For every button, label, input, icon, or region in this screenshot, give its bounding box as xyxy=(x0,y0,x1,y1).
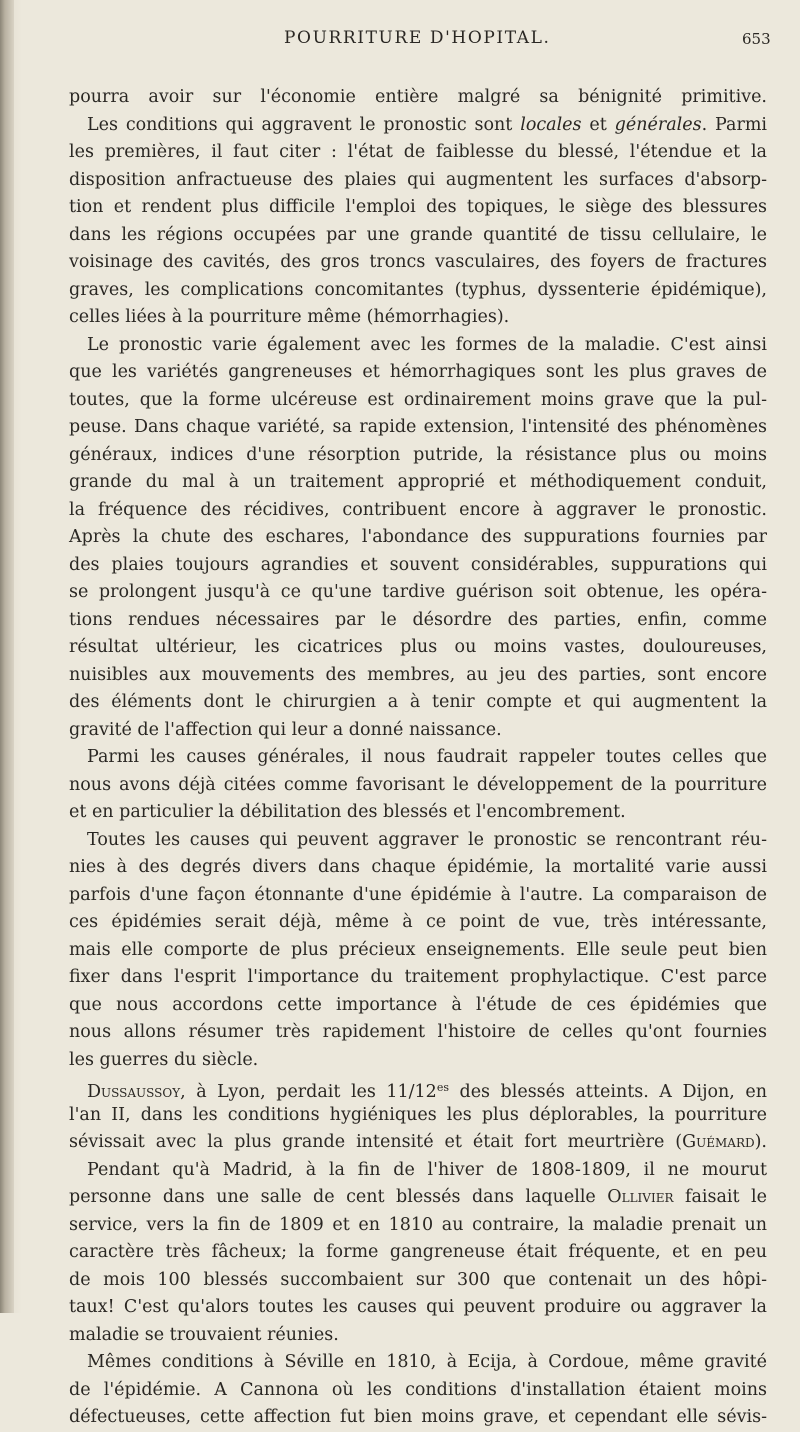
text-span: faisait le xyxy=(673,1187,767,1207)
text-line: toutes, que la forme ulcéreuse est ordinairement moins grave que la pul- xyxy=(69,389,767,410)
text-line: parfois d'une façon étonnante d'une épidémie à l'autre. La comparaison de xyxy=(69,884,767,905)
text-line: gravité de l'affection qui leur a donné naissance. xyxy=(69,719,502,740)
italic-term: générales xyxy=(614,114,702,135)
text-line: de mois 100 blessés succombaient sur 300 que contenait un des hôpi- xyxy=(69,1269,767,1290)
text-line: peuse. Dans chaque variété, sa rapide extension, l'intensité des phénomènes xyxy=(69,417,767,437)
text-line: tion et rendent plus difficile l'emploi des topiques, le siège des blessures xyxy=(69,197,767,217)
text-line: l'an II, dans les conditions hygiéniques les plus déplorables, la pourriture xyxy=(69,1104,767,1125)
author-name: Ollivier xyxy=(607,1187,674,1207)
text-line xyxy=(69,1184,767,1212)
text-line: des plaies toujours agrandies et souvent considérables, suppurations qui xyxy=(69,554,767,575)
text-line: que les variétés gangreneuses et hémorrhagiques sont les plus graves de xyxy=(69,362,767,382)
text-line: disposition anfractueuse des plaies qui augmentent les surfaces d'absorp- xyxy=(69,169,767,190)
text-line: Après la chute des eschares, l'abondance des suppurations fournies par xyxy=(69,527,767,547)
text-span: ). xyxy=(754,1132,767,1152)
text-line: ces épidémies serait déjà, même à ce point de vue, très intéressante, xyxy=(69,912,767,932)
text-line: celles liées à la pourriture même (hémorrhagies). xyxy=(69,307,510,327)
text-span: et xyxy=(581,114,615,135)
text-line: défectueuses, cette affection fut bien moins grave, et cependant elle sévis- xyxy=(69,1407,767,1427)
body-text xyxy=(69,84,767,1432)
text-line: et en particulier la débilitation des blessés et l'encombrement. xyxy=(69,802,626,822)
text-line: Pendant qu'à Madrid, à la fin de l'hiver de 1808-1809, il ne mourut xyxy=(87,1159,767,1180)
text-line: de l'épidémie. A Cannona où les conditions d'installation étaient moins xyxy=(69,1379,767,1400)
page-number: 653 xyxy=(742,30,771,48)
text-line: nous allons résumer très rapidement l'histoire de celles qu'ont fournies xyxy=(69,1022,767,1042)
text-line: nuisibles aux mouvements des membres, au jeu des parties, sont encore xyxy=(69,664,767,685)
text-span: . Parmi xyxy=(701,114,768,135)
text-line: nous avons déjà citées comme favorisant le développement de la pourriture xyxy=(69,774,767,795)
text-span: des blessés atteints. A Dijon, en xyxy=(448,1082,768,1102)
author-name: Guémard xyxy=(682,1132,755,1152)
text-line: tions rendues nécessaires par le désordre des parties, enfin, comme xyxy=(69,609,767,630)
text-line: service, vers la fin de 1809 et en 1810 au contraire, la maladie prenait un xyxy=(69,1214,767,1235)
italic-term: locales xyxy=(520,114,582,135)
text-line: mais elle comporte de plus précieux enseignements. Elle seule peut bien xyxy=(69,939,767,960)
text-line: Toutes les causes qui peuvent aggraver le pronostic se rencontrant réu- xyxy=(87,829,767,850)
text-line xyxy=(69,1129,767,1157)
binding-shadow xyxy=(0,0,14,1313)
text-line: des éléments dont le chirurgien a à tenir compte et qui augmentent la xyxy=(69,692,767,712)
text-line: nies à des degrés divers dans chaque épidémie, la mortalité varie aussi xyxy=(69,857,767,877)
superscript: es xyxy=(436,1081,449,1094)
text-line: graves, les complications concomitantes (typhus, dyssenterie épidémique), xyxy=(69,279,767,300)
text-line: maladie se trouvaient réunies. xyxy=(69,1324,339,1345)
text-line: grande du mal à un traitement approprié et méthodiquement conduit, xyxy=(69,472,767,492)
text-span: Les conditions qui aggravent le pronostic sont xyxy=(87,114,521,135)
text-line: caractère très fâcheux; la forme gangreneuse était fréquente, et en peu xyxy=(69,1242,767,1262)
text-span: personne dans une salle de cent blessés dans laquelle xyxy=(69,1187,608,1207)
page-header xyxy=(0,22,800,52)
text-line: Le pronostic varie également avec les formes de la maladie. C'est ainsi xyxy=(87,334,767,355)
text-span: sévissait avec la plus grande intensité et était fort meurtrière ( xyxy=(69,1132,683,1152)
text-line: les premières, il faut citer : l'état de faiblesse du blessé, l'étendue et la xyxy=(69,142,767,162)
text-line xyxy=(69,112,767,140)
text-line: taux! C'est qu'alors toutes les causes qui peuvent produire ou aggraver la xyxy=(69,1297,767,1317)
text-line: pourra avoir sur l'économie entière malgré sa bénignité primitive. xyxy=(69,87,767,107)
text-line: fixer dans l'esprit l'importance du traitement prophylactique. C'est parce xyxy=(69,967,767,987)
text-line: la fréquence des récidives, contribuent encore à aggraver le pronostic. xyxy=(69,499,767,520)
text-line: voisinage des cavités, des gros troncs vasculaires, des foyers de fractures xyxy=(69,252,767,272)
text-line: les guerres du siècle. xyxy=(69,1049,259,1070)
text-line: résultat ultérieur, les cicatrices plus ou moins vastes, douloureuses, xyxy=(69,637,767,657)
text-line: généraux, indices d'une résorption putride, la résistance plus ou moins xyxy=(69,444,767,465)
text-line: Parmi les causes générales, il nous faudrait rappeler toutes celles que xyxy=(87,747,767,767)
author-name: Dussaussoy xyxy=(87,1082,181,1102)
text-span: , à Lyon, perdait les 11/12 xyxy=(180,1082,437,1102)
text-line: Mêmes conditions à Séville en 1810, à Ecija, à Cordoue, même gravité xyxy=(87,1352,767,1372)
text-line xyxy=(69,1074,767,1102)
text-line: se prolongent jusqu'à ce qu'une tardive guérison soit obtenue, les opéra- xyxy=(69,582,767,602)
running-head: POURRITURE D'HOPITAL. xyxy=(284,28,551,48)
text-line: que nous accordons cette importance à l'étude de ces épidémies que xyxy=(69,994,767,1015)
text-line: dans les régions occupées par une grande quantité de tissu cellulaire, le xyxy=(69,224,767,245)
